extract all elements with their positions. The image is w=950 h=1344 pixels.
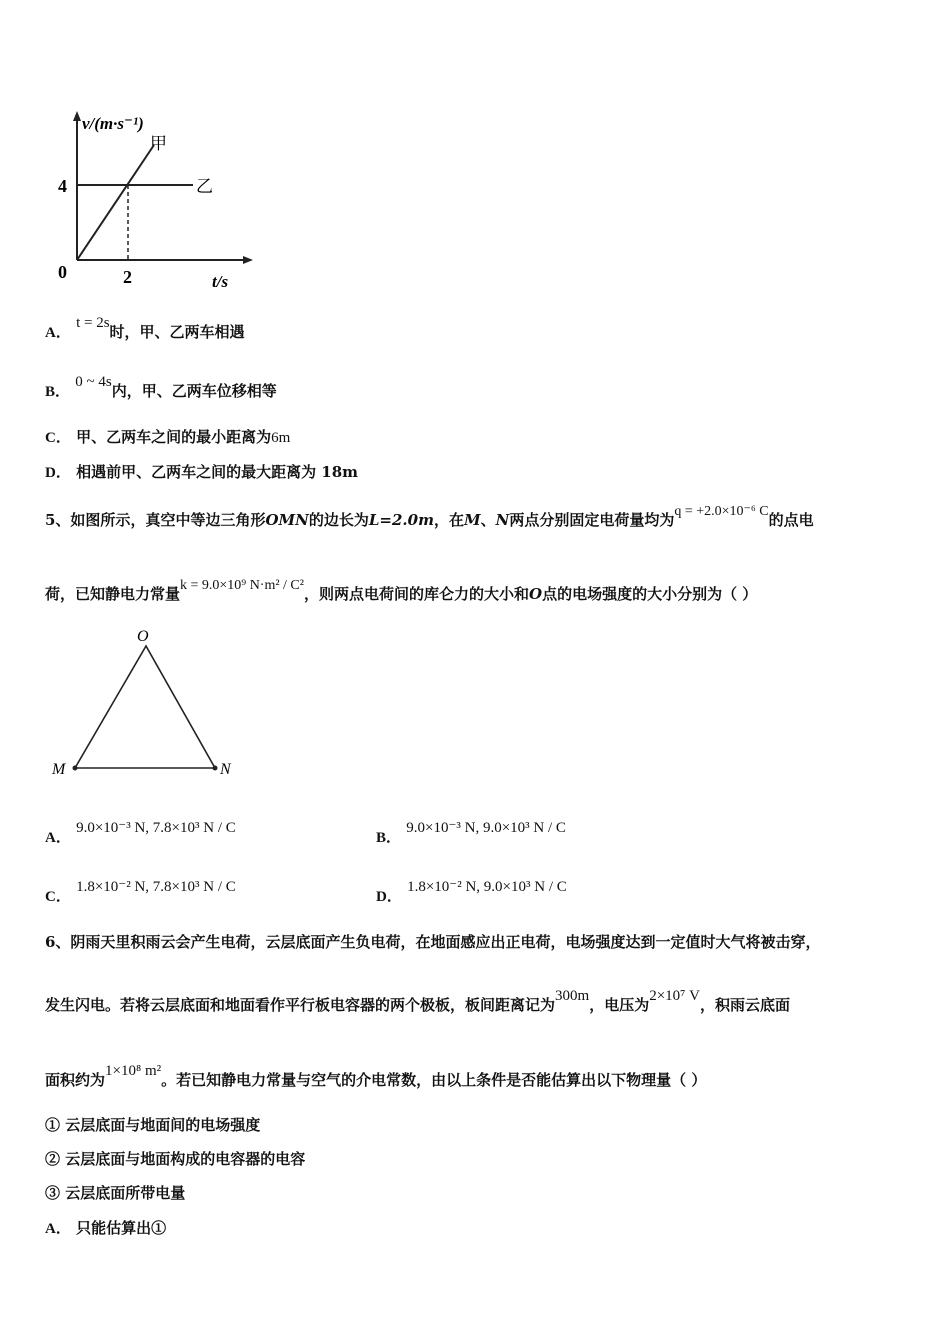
coulomb-constant-expression: k = 9.0×10⁹ N·m² / C² [180, 578, 304, 593]
distance-expression: 300m [555, 988, 590, 1004]
line-yi-label: 乙 [196, 177, 213, 196]
x-axis-arrow [243, 256, 253, 264]
triangle-figure [45, 622, 245, 782]
charge-expression: q = +2.0×10⁻⁶ C [674, 504, 769, 519]
q5-option-b: B． 9.0×10⁻³ N, 9.0×10³ N / C [376, 820, 566, 846]
voltage-expression: 2×10⁷ V [649, 988, 700, 1004]
q5-option-d: D． 1.8×10⁻² N, 9.0×10³ N / C [376, 879, 567, 905]
q6-option-a: A． 只能估算出① [45, 1219, 167, 1237]
math-expression: 1.8×10⁻² N, 7.8×10³ N / C [76, 879, 236, 895]
q5-stem-line2: 荷，已知静电力常量k = 9.0×10⁹ N·m² / C²，则两点电荷间的库仑力的大小和O点的电场强度的大小分别为（ ） [45, 578, 758, 603]
q6-stem-line1: 6、阴雨天里积雨云会产生电荷，云层底面产生负电荷，在地面感应出正电荷，电场强度达到一定值时大气将被击穿， [45, 933, 821, 951]
q6-stem-line2: 发生闪电。若将云层底面和地面看作平行板电容器的两个极板，板间距离记为300m，电压为2×10⁷ V，积雨云底面 [45, 988, 790, 1014]
x-axis-label: t/s [212, 272, 229, 291]
q5-option-a: A． 9.0×10⁻³ N, 7.8×10³ N / C [45, 820, 236, 846]
q6-stem-line3: 面积约为1×10⁸ m²。若已知静电力常量与空气的介电常数，由以上条件是否能估算出以下物理量（ ） [45, 1063, 707, 1089]
math-expression: t = 2s [76, 315, 110, 331]
point-n [213, 766, 218, 771]
triangle-omn [75, 646, 215, 768]
math-expression: 1.8×10⁻² N, 9.0×10³ N / C [407, 879, 567, 895]
vertex-n-label: N [220, 761, 231, 778]
vertex-o-label: O [137, 628, 149, 645]
q6-item-3: ③ 云层底面所带电量 [45, 1184, 186, 1202]
y-axis-arrow [73, 111, 81, 121]
vertex-m-label: M [52, 761, 66, 778]
q4-option-d: D． 相遇前甲、乙两车之间的最大距离为 18m [45, 463, 359, 481]
q6-item-1: ① 云层底面与地面间的电场强度 [45, 1116, 261, 1134]
math-expression: 9.0×10⁻³ N, 9.0×10³ N / C [406, 820, 566, 836]
origin-label: 0 [58, 262, 67, 282]
velocity-time-graph [50, 105, 260, 295]
q4-option-a: A． t = 2s时，甲、乙两车相遇 [45, 315, 245, 341]
area-expression: 1×10⁸ m² [105, 1063, 162, 1079]
line-jia [77, 145, 154, 260]
y-axis-label: v/(m·s⁻¹) [82, 114, 144, 133]
line-jia-label: 甲 [150, 134, 167, 153]
q5-stem-line1: 5、如图所示，真空中等边三角形OMN的边长为L=2.0m，在M、N两点分别固定电荷量均为q = +2.0×10⁻⁶ C的点电 [45, 504, 814, 529]
math-expression: 9.0×10⁻³ N, 7.8×10³ N / C [76, 820, 236, 836]
q5-option-c: C． 1.8×10⁻² N, 7.8×10³ N / C [45, 879, 236, 905]
math-expression: 6m [271, 430, 291, 446]
point-m [73, 766, 78, 771]
x-tick-label: 2 [123, 267, 132, 287]
y-tick-label: 4 [58, 176, 67, 196]
q4-option-c: C． 甲、乙两车之间的最小距离为6m [45, 428, 291, 446]
math-expression: 0 ~ 4s [75, 374, 112, 390]
q6-item-2: ② 云层底面与地面构成的电容器的电容 [45, 1150, 306, 1168]
q4-option-b: B． 0 ~ 4s内，甲、乙两车位移相等 [45, 374, 277, 400]
